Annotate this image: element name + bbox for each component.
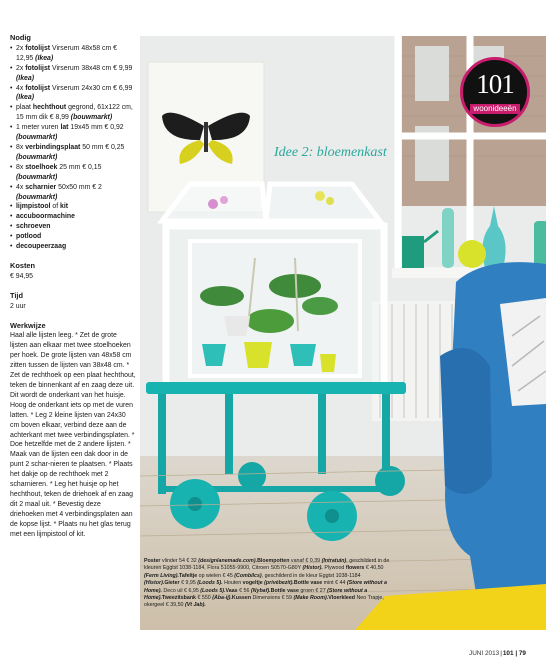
material-item: • decoupeerzaag [10,242,136,252]
steps-text: Haal alle lijsten leeg. * Zet de grote lijsten aan elkaar met twee stoelhoeken per hoek. De grote lijsten van 48x58 cm zitten tussen de lijsten van 38x48 cm. * Zet de rechthoek op een plaat hechthout, teken de binnenkant af en zaag deze uit. Dit wordt de onderkant van het huisje. Hoog de onderkant iets op met de vuren latten. * Leg 2 kleine lijsten van 24x30 cm boven elkaar, verbind deze aan de achterkant met twee verbindingsplaten. * Doe hetzelfde met de 2 andere lijsten. * Maak van de lijsten een dak door in de punt 2 schar-nieren te plaatsen. * Plaats het dakje op de rechthoek met 2 scharnieren. * Leg het huisje op het hechthout, teken de driehoek af en zaag dit 2 maal uit. * Bevestig deze driehoeken met 4 verbindingsplaten aan de kopse lijst. * Plaats nu het glas terug met een lijmpistool of kit. [10,332,136,538]
idea-title: Idee 2: bloemenkast [274,145,387,160]
time-value: 2 uur [10,302,26,310]
material-item: • 1 meter vuren lat 19x45 mm € 0,92 (bouwmarkt) [10,123,136,143]
material-item: • 4x scharnier 50x50 mm € 2 (bouwmarkt) [10,183,136,203]
page-number: 101 | 79 [502,650,526,657]
logo-number: 101 [476,69,514,99]
material-item: • plaat hechthout gegrond, 61x122 cm, 15 mm dik € 8,99 (bouwmarkt) [10,103,136,123]
instructions-column [10,33,136,540]
cost-heading: Kosten [10,260,36,270]
material-item: • accuboormachine [10,212,136,222]
footer-separator: | [500,650,502,657]
material-item: • schroeven [10,222,136,232]
material-item: • potlood [10,232,136,242]
page-footer [469,650,526,657]
cost-value: € 94,95 [10,272,33,280]
logo-subtitle: woonideeën [470,104,519,114]
greenhouse-photo [140,36,546,630]
material-item: • 2x fotolijst Virserum 48x58 cm € 12,95 (Ikea) [10,44,136,64]
material-item: • 8x stoelhoek 25 mm € 0,15 (bouwmarkt) [10,163,136,183]
magazine-logo-badge [460,57,530,127]
steps-heading: Werkwijze [10,320,46,330]
material-item: • 8x verbindingsplaat 50 mm € 0,25 (bouwmarkt) [10,143,136,163]
material-item: • 4x fotolijst Virserum 24x30 cm € 6,99 (Ikea) [10,84,136,104]
materials-list [10,44,136,252]
materials-heading: Nodig [10,33,31,42]
photo-credits: Poster vlinder 54 € 32 (designlanemade.com).Bloempotten vanaf € 0,39 (Intratuin), geschilderd in de kleuren Eggtst 1038-1184, Flora 51055-9900, Citroen S0570-G80Y (Histor). Plywood flowers € 40,50 (Ferm Living).Tafeltje op wielen € 45 (Combilcs), geschilderd in de kleur Eggtst 1038-1184 (Histor).Gieter € 9,95 (Loods 5). Houten vogeltje (privébezit).Bottle vase mint € 44 (Store without a Home). Deco uil € 6,95 (Loods 5).Vaas € 56 (Nybaf).Bottle vase groen € 27 (Store without a Home).Tweezitsbank € 550 (Aba-ij).Kussen Dimensions € 59 (Make Room).Vloerkleed Neo Trapje, okergeel € 39,50 (Vt Jab). [144,558,390,609]
material-item: • lijmpistool of kit [10,202,136,212]
footer-issue: JUNI 2013 [469,650,500,657]
material-item: • 2x fotolijst Virserum 38x48 cm € 9,99 (Ikea) [10,64,136,84]
time-heading: Tijd [10,290,24,300]
